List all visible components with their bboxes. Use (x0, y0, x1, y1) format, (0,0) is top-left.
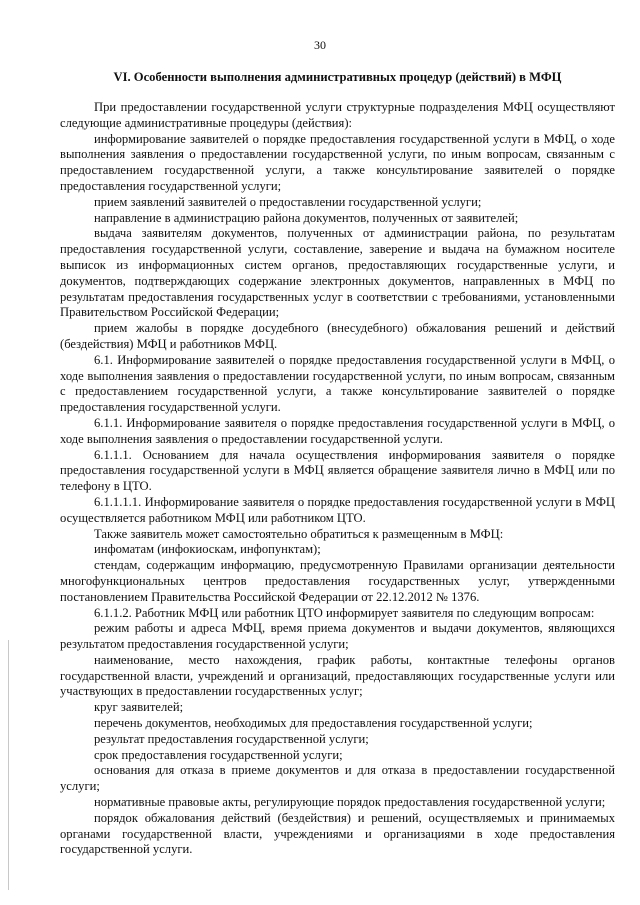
page-body (60, 100, 615, 858)
paragraph: нормативные правовые акты, регулирующие порядок предоставления государственной услуги; (94, 795, 606, 810)
paragraph: круг заявителей; (94, 700, 184, 715)
paragraph: информирование заявителей о порядке предоставления государственной услуги в МФЦ, о ходе выполнения заявления о предоставлении государственной услуги, по иным вопросам, связанным с предоставлением государственной услуги, а также консультирование заявителей о порядке предоставления государственной услуги; (60, 131, 615, 193)
paragraph: результат предоставления государственной услуги; (94, 731, 369, 746)
paragraph: 6.1.1.1.1. Информирование заявителя о порядке предоставления государственной услуги в МФЦ осуществляется работником МФЦ или работником ЦТО. (60, 494, 615, 525)
paragraph: наименование, место нахождения, график работы, контактные телефоны органов государственной власти, учреждений и организаций, предоставляющих государственные услуги или участвующих в предоставлении государственных услуг; (60, 652, 615, 699)
paragraph: выдача заявителям документов, полученных от администрации района, по результатам предоставления государственной услуги, составление, заверение и выдача на бумажном носителе выписок из информационных систем органов, предоставляющих государственные услуги, и документов, подтверждающих содержание электронных документов, направленных в МФЦ по результатам предоставления государственных услуг в соответствии с требованиями, установленными Правительством Российской Федерации; (60, 226, 615, 320)
paragraph: 6.1.1.2. Работник МФЦ или работник ЦТО информирует заявителя по следующим вопросам: (94, 605, 595, 620)
paragraph: 6.1. Информирование заявителей о порядке предоставления государственной услуги в МФЦ, о ходе выполнения заявления о предоставлении государственной услуги, по иным вопросам, связанным с предоставлением государственной услуги, а также консультирование заявителей о порядке предоставления государственной услуги. (60, 352, 615, 415)
paragraph: 6.1.1.1. Основанием для начала осуществления информирования заявителя о порядке предоставления государственной услуги в МФЦ является обращение заявителя лично в МФЦ или по телефону в ЦТО. (60, 447, 615, 494)
paragraph: прием жалобы в порядке досудебного (внесудебного) обжалования решений и действий (бездействия) МФЦ и работников МФЦ. (60, 321, 615, 351)
section-heading: VI. Особенности выполнения административных процедур (действий) в МФЦ (113, 70, 562, 84)
page-number: 30 (314, 38, 326, 52)
paragraph: перечень документов, необходимых для предоставления государственной услуги; (94, 716, 533, 731)
paragraph: 6.1.1. Информирование заявителя о порядке предоставления государственной услуги в МФЦ, о ходе выполнения заявления о предоставлении государственной услуги. (60, 415, 615, 446)
paragraph: срок предоставления государственной услуги; (94, 747, 343, 762)
paragraph: режим работы и адреса МФЦ, время приема документов и выдачи документов, являющихся результатом предоставления государственной услуги; (60, 621, 615, 652)
paragraph: При предоставлении государственной услуги структурные подразделения МФЦ осуществляют следующие административные процедуры (действия): (60, 100, 615, 130)
paragraph: порядок обжалования действий (бездействия) и решений, осуществляемых и принимаемых органами государственной власти, учреждениями и организациями в ходе предоставления государственной услуги. (60, 810, 615, 857)
paragraph: направление в администрацию района документов, полученных от заявителей; (94, 210, 519, 225)
paragraph: инфоматам (инфокиоскам, инфопунктам); (94, 542, 321, 557)
paragraph: стендам, содержащим информацию, предусмотренную Правилами организации деятельности многофункциональных центров предоставления государственных услуг, утвержденными постановлением Правительства Российской Федерации от 22.12.2012 № 1376. (60, 558, 615, 604)
paragraph: прием заявлений заявителей о предоставлении государственной услуги; (94, 194, 482, 209)
paragraph: основания для отказа в приеме документов и для отказа в предоставлении государственной услуги; (60, 763, 615, 794)
scan-margin-line (8, 640, 9, 890)
paragraph: Также заявитель может самостоятельно обратиться к размещенным в МФЦ: (94, 526, 504, 541)
